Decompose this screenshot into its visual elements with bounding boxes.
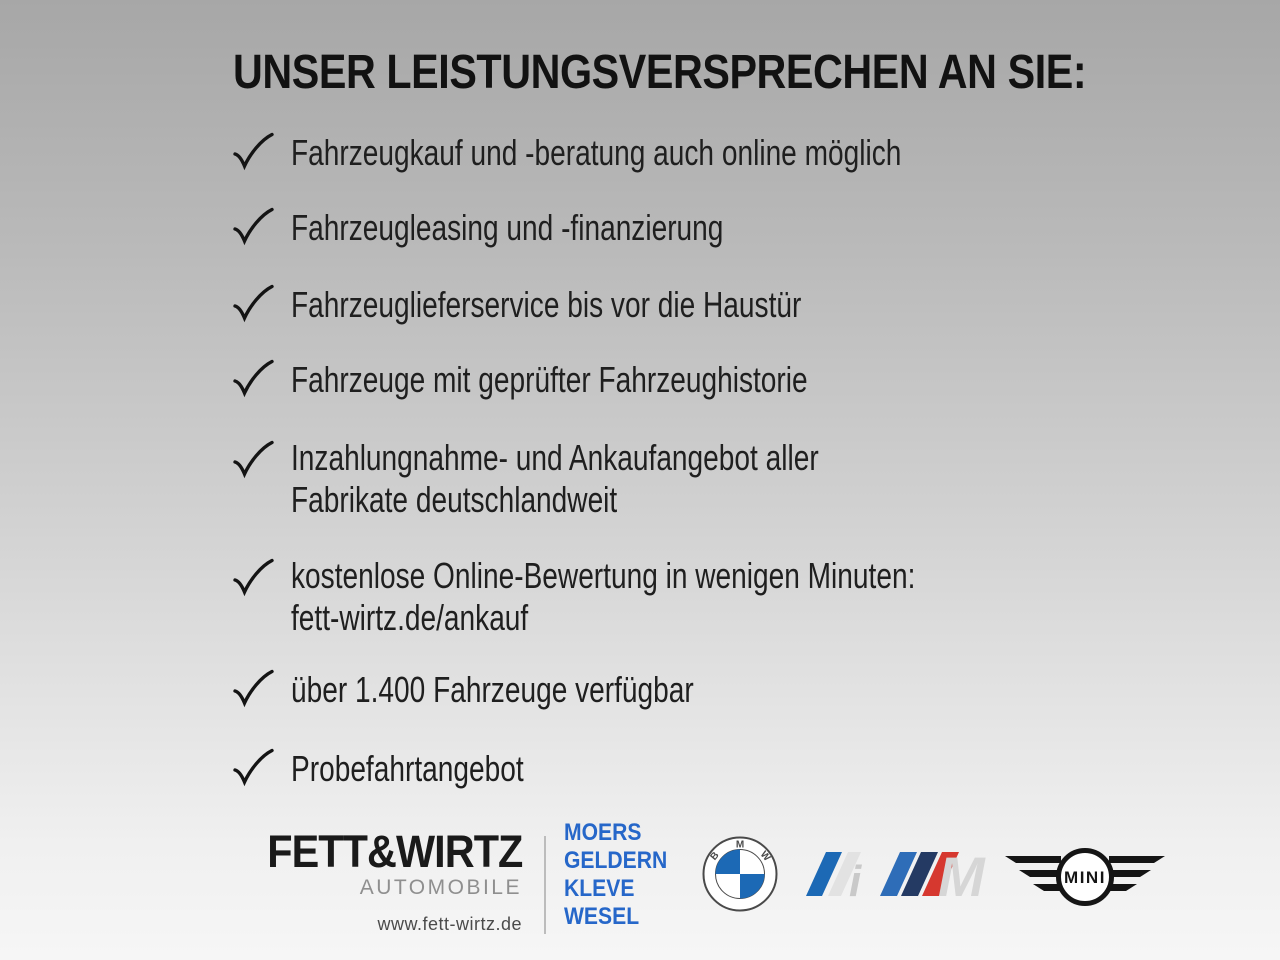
- location: GELDERN: [564, 847, 668, 874]
- checklist-item-text: über 1.400 Fahrzeuge verfügbar: [291, 669, 694, 710]
- dealer-locations: [564, 819, 681, 931]
- checklist-item-text: Fabrikate deutschlandweit: [291, 479, 618, 520]
- check-icon: [231, 669, 275, 709]
- checklist-item-text: Fahrzeugleasing und -finanzierung: [291, 207, 724, 248]
- checklist-item-text: fett-wirtz.de/ankauf: [291, 597, 529, 638]
- page-title-text: UNSER LEISTUNGSVERSPRECHEN AN SIE:: [233, 46, 1087, 99]
- bmw-letter: W: [757, 849, 773, 864]
- dealer-logo: [245, 826, 522, 934]
- dealer-name: FETT&WIRTZ: [266, 826, 522, 877]
- check-icon: [231, 284, 275, 324]
- checklist-item-text: Fahrzeuge mit geprüfter Fahrzeughistorie: [291, 359, 808, 400]
- checklist-item: [291, 284, 945, 326]
- bmw-i-letter: i: [849, 857, 862, 897]
- bmw-i-logo: [805, 851, 875, 897]
- checklist-item-text: Fahrzeuglieferservice bis vor die Haustür: [291, 284, 802, 325]
- check-icon: [231, 440, 275, 480]
- location: MOERS: [564, 819, 642, 846]
- page-title: [233, 48, 1225, 98]
- checklist-item-text: kostenlose Online-Bewertung in wenigen Minuten:: [291, 555, 916, 596]
- checklist-item: [291, 132, 1074, 174]
- bmw-m-letter: M: [938, 851, 985, 897]
- checklist-item: [291, 437, 968, 521]
- bmw-letter: M: [735, 839, 745, 851]
- checklist-item-text: Probefahrtangebot: [291, 748, 524, 789]
- checklist-item: [291, 359, 953, 401]
- checklist-item-text: Fahrzeugkauf und -beratung auch online möglich: [291, 132, 902, 173]
- checklist-item: [291, 207, 845, 249]
- check-icon: [231, 558, 275, 598]
- checklist-item: [291, 748, 589, 790]
- mini-logo: [1005, 845, 1165, 909]
- check-icon: [231, 207, 275, 247]
- checklist-item-text: Inzahlungnahme- und Ankaufangebot aller: [291, 437, 819, 478]
- bmw-letter: B: [708, 850, 722, 863]
- bmw-m-logo: [876, 851, 1000, 897]
- check-icon: [231, 359, 275, 399]
- checklist-item: [291, 669, 807, 711]
- check-icon: [231, 132, 275, 172]
- mini-label: MINI: [1064, 868, 1106, 887]
- footer-divider: [544, 836, 546, 934]
- dealer-website: www.fett-wirtz.de: [377, 914, 522, 934]
- bmw-logo: [701, 835, 779, 913]
- location: WESEL: [564, 903, 640, 930]
- checklist-item: [291, 555, 1091, 639]
- dealer-subtitle: AUTOMOBILE: [359, 876, 522, 899]
- location: KLEVE: [564, 875, 635, 902]
- check-icon: [231, 748, 275, 788]
